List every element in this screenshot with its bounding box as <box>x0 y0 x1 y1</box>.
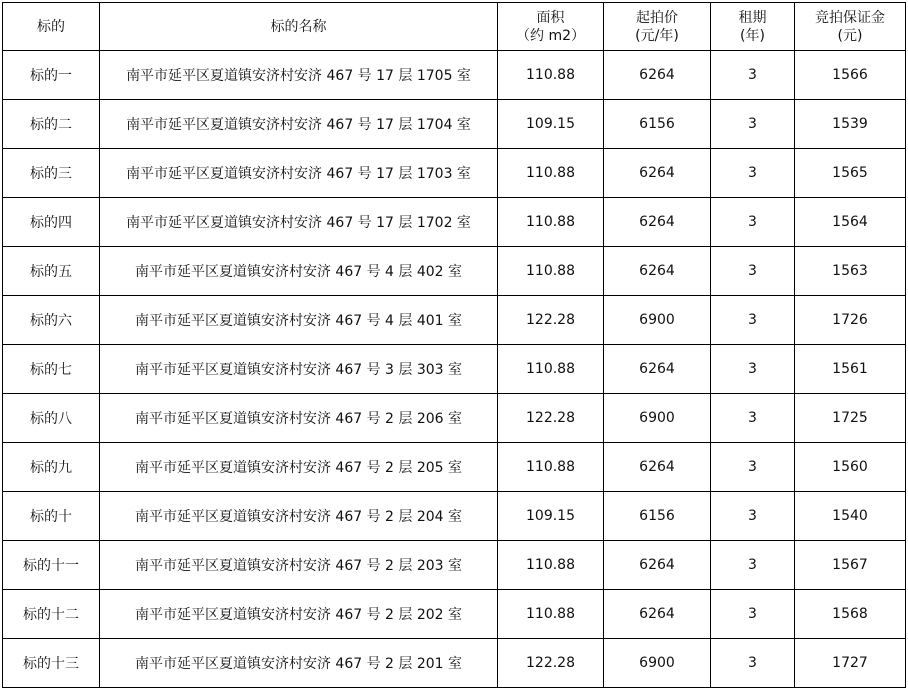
cell-area: 110.88 <box>498 541 604 590</box>
cell-name: 南平市延平区夏道镇安济村安济 467 号 2 层 203 室 <box>100 541 498 590</box>
cell-price: 6264 <box>604 51 711 100</box>
cell-deposit: 1565 <box>795 149 906 198</box>
header-row <box>3 3 906 51</box>
header-area-line2: （约 m2） <box>516 27 585 44</box>
cell-lot: 标的七 <box>3 345 100 394</box>
cell-area: 110.88 <box>498 345 604 394</box>
header-term <box>711 3 795 51</box>
header-lot: 标的 <box>3 3 100 51</box>
cell-deposit: 1566 <box>795 51 906 100</box>
table-header <box>3 3 906 51</box>
table-row <box>3 100 906 149</box>
table-row <box>3 394 906 443</box>
cell-name: 南平市延平区夏道镇安济村安济 467 号 2 层 204 室 <box>100 492 498 541</box>
cell-term: 3 <box>711 639 795 688</box>
cell-deposit: 1727 <box>795 639 906 688</box>
cell-name: 南平市延平区夏道镇安济村安济 467 号 17 层 1703 室 <box>100 149 498 198</box>
cell-name: 南平市延平区夏道镇安济村安济 467 号 2 层 206 室 <box>100 394 498 443</box>
table-row <box>3 149 906 198</box>
cell-term: 3 <box>711 443 795 492</box>
cell-price: 6900 <box>604 296 711 345</box>
cell-price: 6264 <box>604 247 711 296</box>
cell-area: 122.28 <box>498 296 604 345</box>
table-row <box>3 639 906 688</box>
table-row <box>3 345 906 394</box>
cell-term: 3 <box>711 492 795 541</box>
header-area <box>498 3 604 51</box>
header-deposit <box>795 3 906 51</box>
cell-term: 3 <box>711 296 795 345</box>
header-term-line2: (年) <box>740 27 765 44</box>
cell-area: 110.88 <box>498 51 604 100</box>
cell-price: 6156 <box>604 492 711 541</box>
cell-deposit: 1561 <box>795 345 906 394</box>
cell-term: 3 <box>711 51 795 100</box>
table-row <box>3 590 906 639</box>
cell-deposit: 1540 <box>795 492 906 541</box>
cell-term: 3 <box>711 100 795 149</box>
table-row <box>3 541 906 590</box>
cell-price: 6264 <box>604 541 711 590</box>
cell-lot: 标的八 <box>3 394 100 443</box>
cell-lot: 标的十三 <box>3 639 100 688</box>
cell-name: 南平市延平区夏道镇安济村安济 467 号 2 层 201 室 <box>100 639 498 688</box>
header-price <box>604 3 711 51</box>
cell-name: 南平市延平区夏道镇安济村安济 467 号 4 层 401 室 <box>100 296 498 345</box>
header-term-line1: 租期 <box>738 9 767 26</box>
header-area-line1: 面积 <box>536 9 565 26</box>
cell-deposit: 1563 <box>795 247 906 296</box>
table-row <box>3 198 906 247</box>
header-deposit-line2: (元) <box>837 27 863 44</box>
cell-name: 南平市延平区夏道镇安济村安济 467 号 3 层 303 室 <box>100 345 498 394</box>
cell-term: 3 <box>711 345 795 394</box>
cell-area: 122.28 <box>498 639 604 688</box>
header-price-line1: 起拍价 <box>636 9 678 26</box>
cell-price: 6264 <box>604 345 711 394</box>
cell-lot: 标的十一 <box>3 541 100 590</box>
cell-lot: 标的十二 <box>3 590 100 639</box>
cell-area: 110.88 <box>498 247 604 296</box>
cell-lot: 标的五 <box>3 247 100 296</box>
cell-area: 110.88 <box>498 590 604 639</box>
cell-name: 南平市延平区夏道镇安济村安济 467 号 17 层 1704 室 <box>100 100 498 149</box>
cell-price: 6900 <box>604 639 711 688</box>
cell-lot: 标的四 <box>3 198 100 247</box>
cell-area: 110.88 <box>498 443 604 492</box>
cell-name: 南平市延平区夏道镇安济村安济 467 号 4 层 402 室 <box>100 247 498 296</box>
cell-price: 6264 <box>604 198 711 247</box>
cell-deposit: 1726 <box>795 296 906 345</box>
table-body <box>3 51 906 688</box>
cell-area: 110.88 <box>498 198 604 247</box>
header-price-line2: (元/年) <box>635 27 679 44</box>
table-row <box>3 247 906 296</box>
cell-deposit: 1560 <box>795 443 906 492</box>
cell-deposit: 1567 <box>795 541 906 590</box>
cell-area: 109.15 <box>498 100 604 149</box>
cell-lot: 标的六 <box>3 296 100 345</box>
cell-price: 6264 <box>604 443 711 492</box>
cell-lot: 标的三 <box>3 149 100 198</box>
cell-term: 3 <box>711 590 795 639</box>
header-deposit-line1: 竞拍保证金 <box>815 9 885 26</box>
cell-deposit: 1725 <box>795 394 906 443</box>
cell-price: 6264 <box>604 149 711 198</box>
cell-deposit: 1564 <box>795 198 906 247</box>
lot-table-container <box>2 2 906 688</box>
table-row <box>3 492 906 541</box>
cell-lot: 标的十 <box>3 492 100 541</box>
cell-name: 南平市延平区夏道镇安济村安济 467 号 17 层 1705 室 <box>100 51 498 100</box>
table-row <box>3 296 906 345</box>
cell-area: 109.15 <box>498 492 604 541</box>
cell-deposit: 1568 <box>795 590 906 639</box>
cell-term: 3 <box>711 394 795 443</box>
cell-price: 6264 <box>604 590 711 639</box>
cell-lot: 标的九 <box>3 443 100 492</box>
cell-area: 122.28 <box>498 394 604 443</box>
cell-name: 南平市延平区夏道镇安济村安济 467 号 2 层 205 室 <box>100 443 498 492</box>
cell-name: 南平市延平区夏道镇安济村安济 467 号 2 层 202 室 <box>100 590 498 639</box>
cell-term: 3 <box>711 541 795 590</box>
cell-term: 3 <box>711 149 795 198</box>
cell-lot: 标的二 <box>3 100 100 149</box>
cell-term: 3 <box>711 198 795 247</box>
header-name: 标的名称 <box>100 3 498 51</box>
lot-table <box>2 2 906 688</box>
table-row <box>3 51 906 100</box>
cell-deposit: 1539 <box>795 100 906 149</box>
cell-area: 110.88 <box>498 149 604 198</box>
cell-term: 3 <box>711 247 795 296</box>
cell-name: 南平市延平区夏道镇安济村安济 467 号 17 层 1702 室 <box>100 198 498 247</box>
table-row <box>3 443 906 492</box>
cell-price: 6156 <box>604 100 711 149</box>
cell-price: 6900 <box>604 394 711 443</box>
cell-lot: 标的一 <box>3 51 100 100</box>
